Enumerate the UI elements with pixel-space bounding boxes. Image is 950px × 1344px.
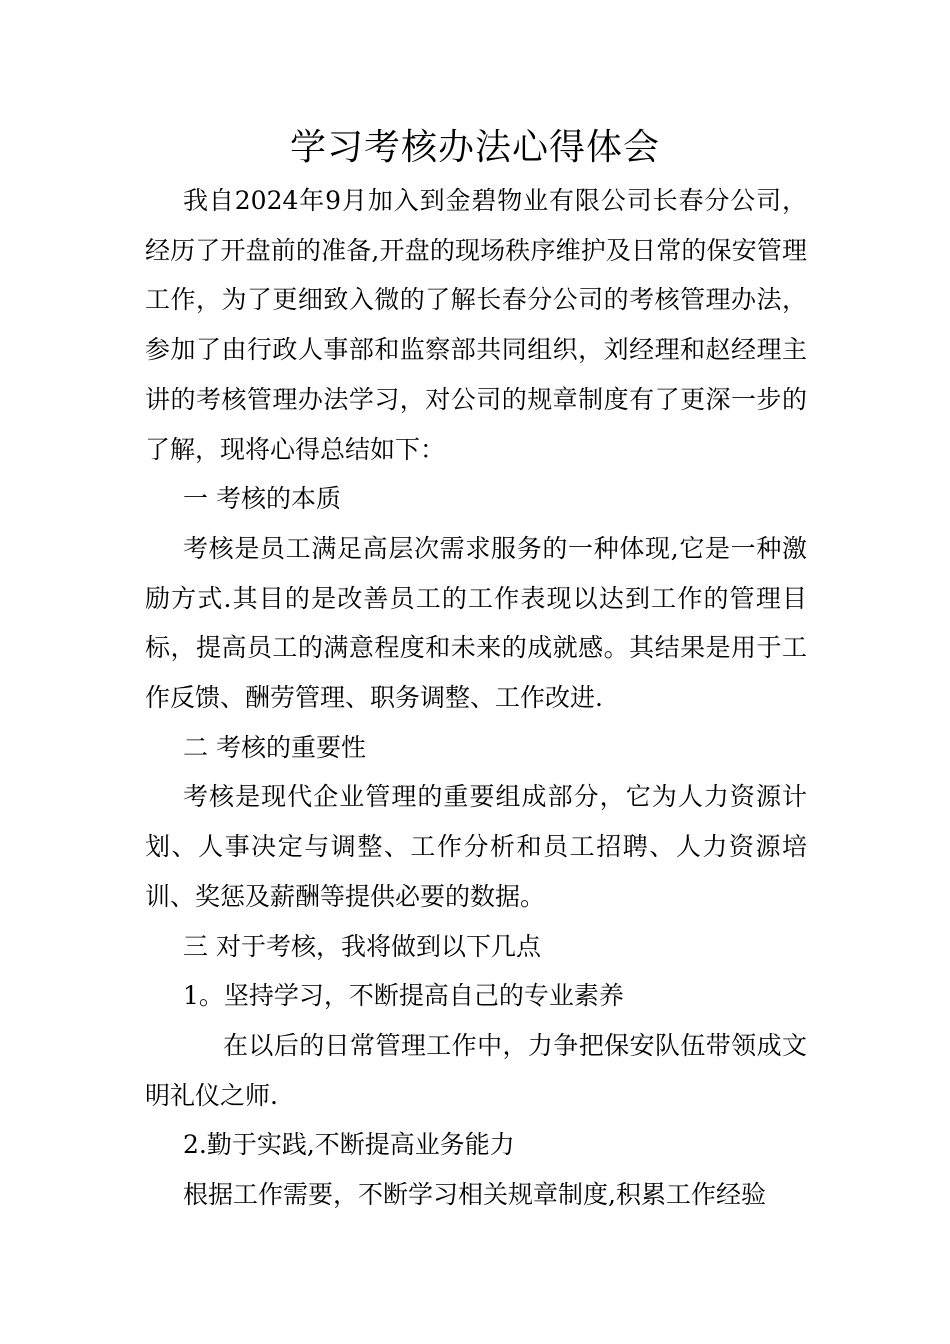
- action-item-1-paragraph: 在以后的日常管理工作中，力争把保安队伍带领成文明礼仪之师.: [145, 1030, 807, 1110]
- importance-paragraph: 考核是现代企业管理的重要组成部分，它为人力资源计划、人事决定与调整、工作分析和员工招聘、人力资源培训、奖惩及薪酬等提供必要的数据。: [145, 782, 807, 911]
- action-item-1-heading: 1。坚持学习，不断提高自己的专业素养: [183, 981, 624, 1011]
- action-item-2-heading: 2.勤于实践,不断提高业务能力: [183, 1130, 515, 1160]
- action-item-2-paragraph: 根据工作需要，不断学习相关规章制度,积累工作经验: [183, 1180, 766, 1210]
- document-body: [145, 176, 807, 1220]
- section-heading-essence: 一 考核的本质: [183, 484, 341, 514]
- section-heading-actions: 三 对于考核，我将做到以下几点: [183, 931, 541, 961]
- section-heading-importance: 二 考核的重要性: [183, 732, 366, 762]
- intro-paragraph: 我自2024年9月加入到金碧物业有限公司长春分公司，经历了开盘前的准备,开盘的现场秩序维护及日常的保安管理工作，为了更细致入微的了解长春分公司的考核管理办法，参加了由行政人事部和监察部共同组织，刘经理和赵经理主讲的考核管理办法学习，对公司的规章制度有了更深一步的了解，现将心得总结如下：: [145, 186, 807, 464]
- essence-paragraph: 考核是员工满足高层次需求服务的一种体现,它是一种激励方式.其目的是改善员工的工作表现以达到工作的管理目标，提高员工的满意程度和未来的成就感。其结果是用于工作反馈、酬劳管理、职务调整、工作改进.: [145, 533, 807, 713]
- document-title: 学习考核办法心得体会: [289, 127, 660, 168]
